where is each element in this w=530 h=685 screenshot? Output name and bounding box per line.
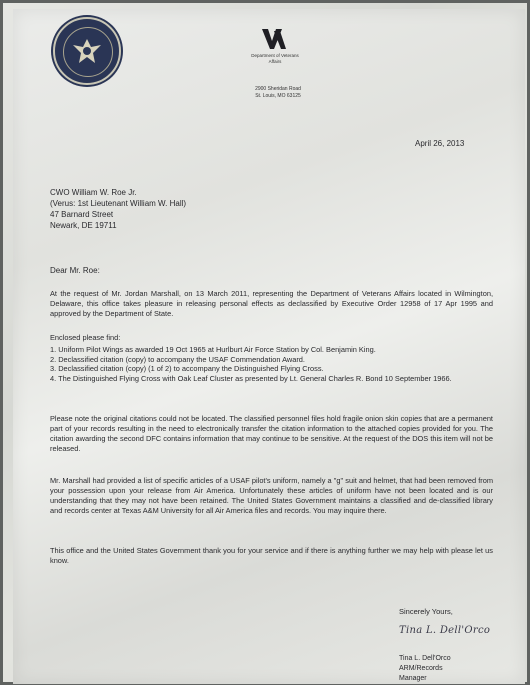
enclosure-item: 4. The Distinguished Flying Cross with Oak Leaf Cluster as presented by Lt. General Charles R. Bond 10 September 1966.	[50, 373, 452, 383]
enclosure-item: 1. Uniform Pilot Wings as awarded 19 Oct 1965 at Hurlburt Air Force Station by Col. Benjamin King.	[50, 345, 376, 354]
va-seal-icon	[53, 17, 121, 85]
va-logo-icon	[261, 27, 287, 51]
letter-page	[13, 9, 525, 684]
paragraph-2: Please note the original citations could not be located. The classified personnel files hold fragile onion skin copies that are a permanent part of your records resulting in the need to electronically transfer the citation information to the attached copies provided for you. The citation awarding the second DFC contains information that may continue to be sensitive. At the request of the DOS this item will not be released.	[50, 414, 493, 453]
paragraph-4: This office and the United States Government thank you for your service and if there is anything further we may help with please let us know.	[50, 546, 493, 565]
paragraph-1: At the request of Mr. Jordan Marshall, on 13 March 2011, representing the Department of Veterans Affairs located in Wilmington, Delaware, this office takes pleasure in releasing personal effects as declassified by Executive Order 12958 of 17 Apr 1995 and approved by the Department of State.	[50, 289, 493, 318]
signature-block	[399, 654, 451, 684]
signer-name: Tina L. Dell'Orco	[399, 655, 451, 662]
enclosure-item: 3. Declassified citation (copy) (1 of 2) to accompany the Distinguished Flying Cross.	[50, 364, 324, 373]
handwritten-signature: Tina L. Dell'Orco	[399, 625, 491, 636]
salutation: Dear Mr. Roe:	[50, 266, 100, 275]
enclosure-item: 2. Declassified citation (copy) to accompany the USAF Commendation Award.	[50, 354, 305, 364]
enclosed-heading: Enclosed please find:	[50, 333, 121, 342]
paragraph-3: Mr. Marshall had provided a list of specific articles of a USAF pilot's uniform, namely a "g" suit and helmet, that had been removed from your possession upon your release from Air America. Unfortunately these articles of uniform have not been located and is our understanding that they may not have been retained. The United States Government maintains a classified and de-classified library and records center at Texas A&M University for all Air America files and records. You may inquire there.	[50, 476, 493, 515]
recipient-line-3: 47 Barnard Street	[50, 210, 114, 219]
recipient-line-4: Newark, DE 19711	[50, 221, 117, 230]
address-line-2: St. Louis, MO 63125	[255, 93, 301, 99]
letterhead-address	[243, 86, 313, 100]
recipient-line-1: CWO William W. Roe Jr.	[50, 188, 137, 197]
recipient-line-2: (Verus: 1st Lieutenant William W. Hall)	[50, 199, 187, 208]
letter-date: April 26, 2013	[415, 139, 465, 148]
recipient-block	[50, 187, 186, 231]
signer-title-1: ARM/Records	[399, 665, 443, 672]
signer-title-2: Manager	[399, 675, 427, 682]
closing: Sincerely Yours,	[399, 607, 453, 616]
enclosure-list	[50, 345, 493, 383]
department-name: Department of Veterans Affairs	[251, 53, 299, 64]
address-line-1: 2900 Sheridan Road	[255, 86, 301, 92]
